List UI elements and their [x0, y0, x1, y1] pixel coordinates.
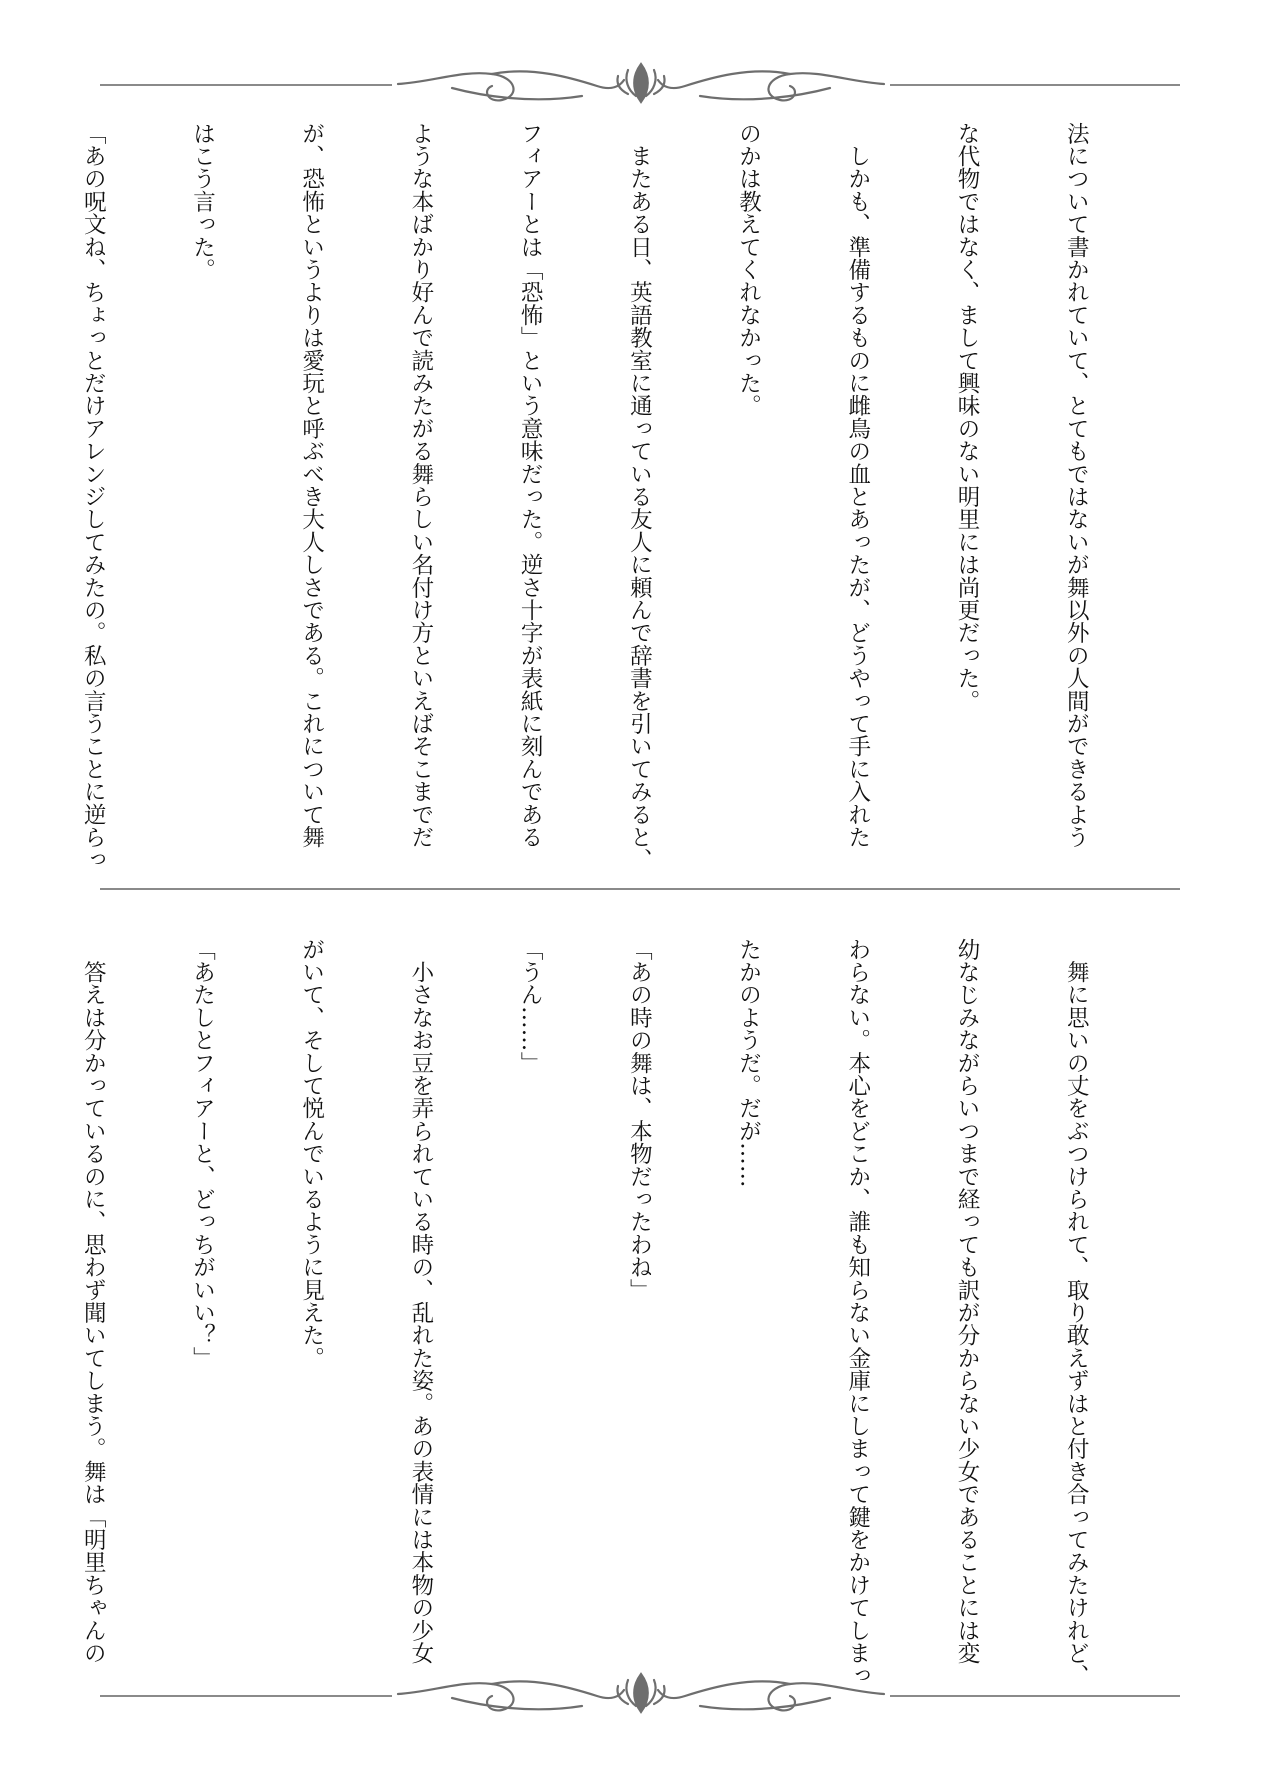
text-line: またある日、英語教室に通っている友人に頼んで辞書を引いてみると、 — [626, 122, 653, 872]
text-line: 法について書かれていて、とてもではないが舞以外の人間ができるよう — [1063, 122, 1090, 849]
bottom-rule-right — [890, 1695, 1180, 1697]
text-line: 「あの呪文ね、ちょっとだけアレンジしてみたの。私の言うことに逆らっ — [80, 122, 107, 872]
text-line: 「うん……」 — [517, 938, 544, 1075]
top-rule-right — [890, 84, 1180, 86]
text-line — [0, 938, 2, 1666]
top-scroll-ornament-icon — [392, 56, 890, 118]
text-line: ような本ばかり好んで読みたがる舞らしい名付け方といえばそこまでだ — [407, 122, 434, 849]
lower-text-block — [80, 938, 1167, 1688]
upper-text-block — [80, 122, 1167, 872]
text-line: しかも、準備するものに雌鳥の血とあったが、どうやって手に入れた — [844, 122, 871, 849]
text-line: フィアーとは「恐怖」という意味だった。逆さ十字が表紙に刻んである — [517, 122, 544, 849]
text-line: わらない。本心をどこか、誰も知らない金庫にしまって鍵をかけてしまっ — [844, 938, 871, 1688]
bottom-rule-left — [100, 1695, 392, 1697]
text-line: 幼なじみながらいつまで経っても訳が分からない少女であることには変 — [953, 938, 980, 1665]
bottom-scroll-ornament-icon — [392, 1666, 890, 1728]
text-line: 小さなお豆を弄られている時の、乱れた姿。あの表情には本物の少女 — [407, 938, 434, 1665]
text-line: がいて、そして悦んでいるように見えた。 — [298, 938, 325, 1370]
text-line: 「あたしとフィアーと、どっちがいい？」 — [189, 938, 216, 1370]
text-line: 「あの時の舞は、本物だったわね」 — [626, 938, 653, 1302]
middle-rule — [100, 888, 1180, 890]
text-line: 舞に思いの丈をぶつけられて、取り敢えずはと付き合ってみたけれど、 — [1063, 938, 1090, 1688]
text-line: はこう言った。 — [189, 122, 216, 281]
text-line: な代物ではなく、まして興味のない明里には尚更だった。 — [953, 122, 980, 713]
text-line: たかのようだ。だが…… — [735, 938, 762, 1188]
text-line: 答えは分かっているのに、思わず聞いてしまう。舞は「明里ちゃんの — [80, 938, 107, 1665]
text-line — [0, 122, 2, 852]
text-line: が、恐怖というよりは愛玩と呼ぶべき大人しさである。これについて舞 — [298, 122, 325, 849]
top-rule-left — [100, 84, 392, 86]
text-line: のかは教えてくれなかった。 — [735, 122, 762, 418]
